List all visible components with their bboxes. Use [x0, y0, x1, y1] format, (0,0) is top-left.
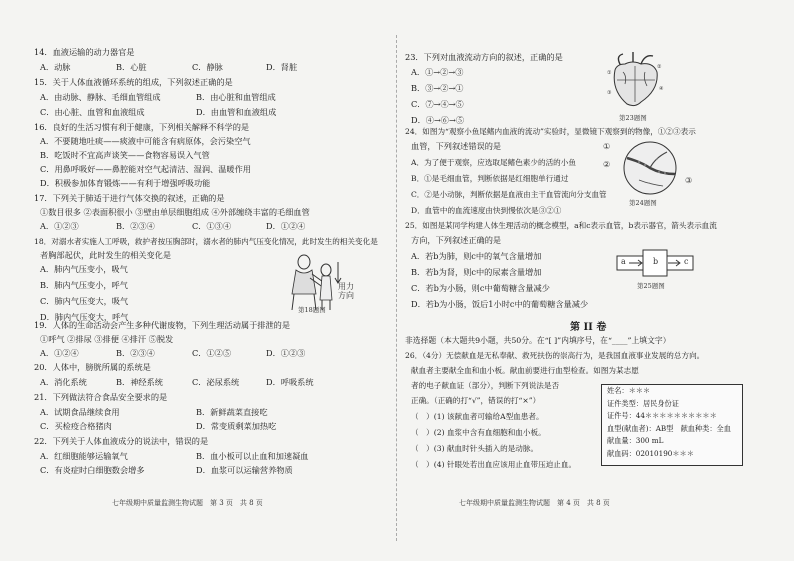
q26-judge-4: （ ）(4) 针眼处若出血应该用止血带压迫止血。 — [411, 460, 577, 469]
card-id-number: 证件号：44＊＊＊＊＊＊＊＊＊＊ — [607, 411, 717, 420]
q21-option-c: C．买检疫合格猪肉 — [40, 421, 112, 431]
q18-stem: 18．对溺水者实施人工呼吸，救护者按压胸部时，溺水者的肺内气压变化情况，此时发生的相关变化是 — [34, 237, 378, 246]
q19-option-d: D．①②③ — [266, 348, 306, 358]
q15-option-b: B．由心脏和血管组成 — [196, 92, 276, 102]
q23-option-c: C．⑦→④→⑤ — [411, 99, 464, 109]
q19-option-b: B．②③④ — [116, 348, 155, 358]
q25-stem: 25．如图是某同学构建人体生理活动的概念模型，a和c表示血管，b表示器官，箭头表示血流 — [405, 221, 717, 230]
q23-option-a: A．①→②→③ — [411, 67, 464, 77]
q25-option-a: A．若b为肺，则c中的氧气含量增加 — [411, 251, 542, 261]
q25-caption: 第25题图 — [637, 282, 665, 290]
q18-option-b: B．肺内气压变小，呼气 — [40, 280, 128, 290]
right-page — [397, 0, 794, 561]
q26-judge-1: （ ）(1) 该献血者可输给A型血患者。 — [411, 412, 544, 421]
fish-tail-microscope-view — [619, 140, 681, 196]
q18-option-d: D．肺内气压变大，呼气 — [40, 312, 129, 322]
q26-stem-3: 者的电子献血证（部分），判断下列说法是否 — [411, 381, 560, 390]
q23-stem: 23．下列对血液流动方向的叙述，正确的是 — [405, 52, 563, 62]
q16-stem: 16．良好的生活习惯有利于健康，下列相关解释不科学的是 — [34, 122, 250, 132]
q14-option-c: C．静脉 — [192, 62, 223, 72]
q15-option-d: D．由血管和血液组成 — [196, 107, 277, 117]
card-blood-type: 血型(献血者)：AB型 献血种类：全血 — [607, 423, 731, 433]
q24-stem: 24．如图为“观察小鱼尾鳍内血液的流动”实验时，显微镜下观察到的物像，①②③表示 — [405, 127, 696, 136]
q24-stem-cont: 血管，下列叙述错误的是 — [411, 141, 502, 151]
q20-option-c: C．泌尿系统 — [192, 377, 240, 387]
q26-judge-3: （ ）(3) 献血时针头插入的是动脉。 — [411, 444, 539, 453]
q24-label-2: ② — [603, 160, 611, 169]
q25-option-d: D．若b为小肠，饭后1小时c中的葡萄糖含量减少 — [411, 299, 589, 309]
q17-stem: 17．下列关于肺适于进行气体交换的叙述，正确的是 — [34, 193, 225, 203]
q25-model-b: b — [653, 257, 659, 266]
q14-option-b: B．心脏 — [116, 62, 147, 72]
q17-option-b: B．②③④ — [116, 221, 155, 231]
q24-option-d: D．血管中的血流速度由快到慢依次是③②① — [411, 206, 562, 215]
q16-option-d: D．积极参加体育锻炼——有利于增强呼吸功能 — [40, 178, 211, 188]
q24-label-1: ① — [603, 142, 611, 151]
q25-model-a: a — [621, 257, 626, 266]
q18-option-a: A．肺内气压变小，吸气 — [40, 264, 128, 274]
q22-option-a: A．红细胞能够运输氧气 — [40, 451, 128, 461]
q15-stem: 15．关于人体血液循环系统的组成，下列叙述正确的是 — [34, 77, 233, 87]
q14-option-a: A．动脉 — [40, 62, 71, 72]
q19-option-a: A．①②④ — [40, 348, 79, 358]
q26-stem-4: 正确。（正确的打“√”，错误的打“×”） — [411, 396, 541, 405]
q19-stem: 19．人体的生命活动会产生多种代谢废物，下列生理活动属于排泄的是 — [34, 320, 291, 330]
q25-stem-cont: 方向，下列叙述正确的是 — [411, 235, 502, 245]
q25-option-b: B．若b为肾，则c中的尿素含量增加 — [411, 267, 542, 277]
q17-option-d: D．①②④ — [266, 221, 306, 231]
q23-caption: 第23题图 — [619, 114, 647, 122]
q21-option-a: A．试期食品继续食用 — [40, 407, 120, 417]
q24-option-c: C．②是小动脉，判断依据是血液由主干血管流向分支血管 — [411, 190, 607, 199]
q18-cpr-figure — [282, 250, 352, 312]
q18-option-c: C．肺内气压变大，吸气 — [40, 296, 129, 306]
right-page-footer: 七年级期中质量监测生物试题 第 4 页 共 8 页 — [459, 499, 610, 507]
q26-stem-2: 献血者主要献全血和血小板。献血前要进行血型检查。如图为某志愿 — [411, 366, 639, 375]
q22-option-b: B．血小板可以止血和加速凝血 — [196, 451, 309, 461]
svg-text:③: ③ — [607, 90, 612, 96]
q25-option-c: C．若b为小肠，则c中葡萄糖含量减少 — [411, 283, 550, 293]
q14-stem: 14．血液运输的动力器官是 — [34, 47, 135, 57]
q24-label-3: ③ — [685, 176, 693, 185]
q24-option-b: B．①是毛细血管，判断依据是红细胞单行通过 — [411, 174, 569, 183]
q19-items: ①呼气 ②排尿 ③排便 ④排汗 ⑤脱发 — [40, 334, 174, 344]
section-title: 第 II 卷 — [570, 322, 607, 333]
q21-option-d: D．常变质剩菜加热吃 — [196, 421, 277, 431]
blood-donation-card — [601, 384, 743, 466]
q18-force-label: 用力 方向 — [338, 282, 354, 300]
q20-option-a: A．消化系统 — [40, 377, 87, 387]
heart-diagram — [605, 50, 667, 110]
q18-caption: 第18题图 — [298, 306, 326, 314]
q23-option-b: B．③→②→① — [411, 83, 464, 93]
q20-option-b: B．神经系统 — [116, 377, 163, 387]
left-page-footer: 七年级期中质量监测生物试题 第 3 页 共 8 页 — [112, 499, 263, 507]
q23-option-d: D．④→⑥→⑤ — [411, 115, 465, 125]
q17-option-c: C．①③④ — [192, 221, 232, 231]
svg-text:①: ① — [607, 70, 612, 76]
q20-option-d: D．呼吸系统 — [266, 377, 314, 387]
card-volume: 献血量：300 mL — [607, 436, 664, 445]
section-instruction: 非选择题（本大题共9小题，共50分。在“[ ]”内填序号，在“____”上填文字） — [405, 336, 671, 345]
q21-stem: 21．下列做法符合食品安全要求的是 — [34, 392, 168, 402]
q22-stem: 22．下列关于人体血液成分的说法中，错误的是 — [34, 436, 209, 446]
q19-option-c: C．①②⑤ — [192, 348, 232, 358]
q17-option-a: A．①②③ — [40, 221, 79, 231]
card-donation-code: 献血码：02010190＊＊＊ — [607, 448, 694, 458]
q22-option-d: D．血浆可以运输营养物质 — [196, 465, 293, 475]
card-id-type: 证件类型：居民身份证 — [607, 398, 679, 408]
q25-model-c: c — [684, 257, 689, 266]
q15-option-c: C．由心脏、血管和血液组成 — [40, 107, 145, 117]
q16-option-a: A．不要随地吐痰——痰液中可能含有病原体，会污染空气 — [40, 136, 251, 146]
q26-judge-2: （ ）(2) 血浆中含有血细胞和血小板。 — [411, 428, 546, 437]
q14-option-d: D．肾脏 — [266, 62, 298, 72]
q15-option-a: A．由动脉、静脉、毛细血管组成 — [40, 92, 161, 102]
q17-items: ①数目很多 ②表面积很小 ③壁由单层细胞组成 ④外部缠绕丰富的毛细血管 — [40, 207, 310, 217]
q22-option-c: C．有炎症时白细胞数会增多 — [40, 465, 145, 475]
q26-stem: 26．（4分）无偿献血是无私奉献、救死扶伤的崇高行为，是我国血液事业发展的总方向。 — [405, 351, 705, 360]
q24-option-a: A．为了便于观察，应选取尾鳍色素少的活的小鱼 — [411, 158, 576, 167]
q21-option-b: B．新鲜蔬菜直接吃 — [196, 407, 268, 417]
q18-stem-cont: 者胸部起伏，此时发生的相关变化是 — [40, 250, 172, 260]
q16-option-b: B．吃饭时不宜高声谈笑——食物容易误入气管 — [40, 150, 210, 160]
q24-caption: 第24题图 — [629, 199, 657, 207]
svg-text:④: ④ — [659, 86, 664, 92]
q16-option-c: C．用鼻呼吸好——鼻腔能对空气起清洁、湿润、温暖作用 — [40, 164, 251, 174]
q20-stem: 20．人体中，膀胱所属的系统是 — [34, 362, 151, 372]
card-name: 姓名：＊＊＊ — [607, 386, 651, 395]
svg-text:②: ② — [657, 64, 662, 70]
